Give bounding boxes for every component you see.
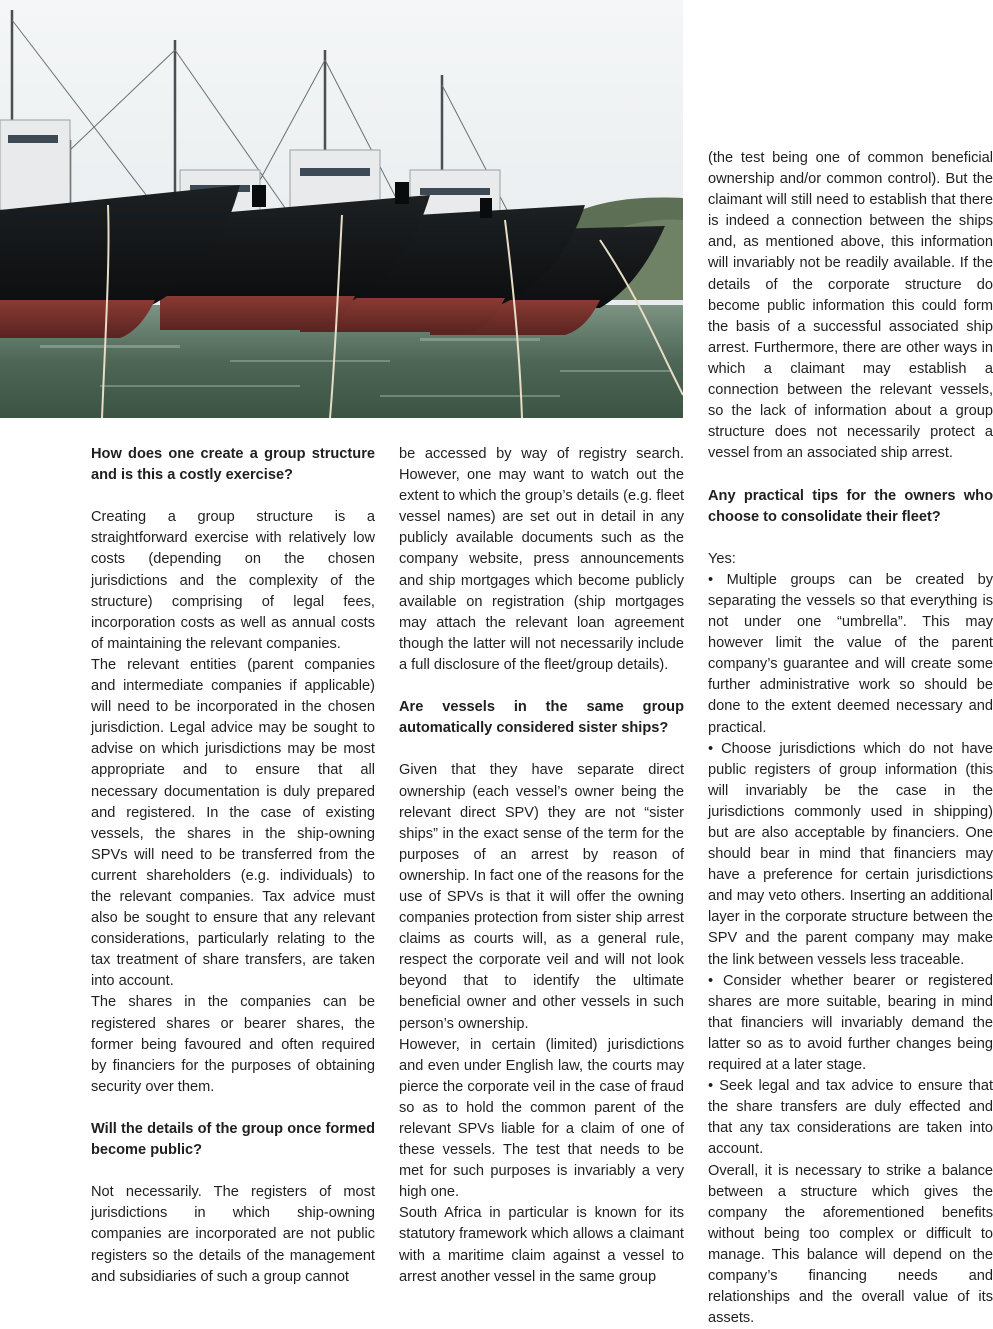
paragraph: Given that they have separate direct ownership (each vessel’s owner being the relevant direct SPV) they are not “sister ships” in the exact sense of the term for the purposes of an arrest by reason of ownership. In fact one of the reasons for the use of SPVs is that it will offer the owning companies protection from sister ship arrest claims as courts will, as a general rule, respect the corporate veil and will not look beyond that to identify the ultimate beneficial owner and other vessels in such person’s ownership. <box>399 760 684 1034</box>
section-heading: Are vessels in the same group automatically considered sister ships? <box>399 697 684 739</box>
article-column-1 <box>91 444 375 1288</box>
fishing-vessels-photo <box>0 0 683 418</box>
paragraph: be accessed by way of registry search. However, one may want to watch out the extent to which the group’s details (e.g. fleet vessel names) are set out in detail in any publicly available documents such as the company website, press announcements and ship mortgages which become publicly available on registration (ship mortgages may attach the relevant loan agreement though the latter will not necessarily include a full disclosure of the fleet/group details). <box>399 444 684 676</box>
article-column-2 <box>399 444 684 1288</box>
section-heading: Will the details of the group once formed become public? <box>91 1119 375 1161</box>
paragraph: Yes: <box>708 549 993 570</box>
paragraph: South Africa in particular is known for its statutory framework which allows a claimant with a maritime claim against a vessel to arrest another vessel in the same group <box>399 1203 684 1287</box>
section-heading: How does one create a group structure and is this a costly exercise? <box>91 444 375 486</box>
paragraph: The relevant entities (parent companies and intermediate companies if applicable) will need to be incorporated in the chosen jurisdiction. Legal advice may be sought to advise on which jurisdictions may be most appropriate and to ensure that all necessary documentation is duly prepared and registered. In the case of existing vessels, the shares in the ship-owning SPVs will need to be transferred from the current shareholders (e.g. individuals) to the relevant companies. Tax advice must also be sought to ensure that any relevant considerations, particularly relating to the tax treatment of share transfers, are taken into account. <box>91 655 375 993</box>
paragraph: Overall, it is necessary to strike a balance between a structure which gives the company the aforementioned benefits without being too complex or difficult to manage. This balance will depend on the company’s financing needs and relationships and the overall value of its assets. <box>708 1161 993 1329</box>
paragraph: The shares in the companies can be registered shares or bearer shares, the former being favoured and often required by financiers for the purposes of obtaining security over them. <box>91 992 375 1097</box>
bullet-item: • Seek legal and tax advice to ensure that the share transfers are duly effected and that any tax considerations are taken into account. <box>708 1076 993 1160</box>
section-heading: Any practical tips for the owners who choose to consolidate their fleet? <box>708 486 993 528</box>
bullet-item: • Multiple groups can be created by separating the vessels so that everything is not under one “umbrella”. This may however limit the value of the parent company’s guarantee and will create some further administrative work so should be done to the extent deemed necessary and practical. <box>708 570 993 739</box>
article-column-3 <box>708 148 993 1329</box>
bullet-item: • Consider whether bearer or registered shares are more suitable, bearing in mind that financiers will invariably demand the latter so as to avoid further changes being required at a later stage. <box>708 971 993 1076</box>
paragraph: Creating a group structure is a straightforward exercise with relatively low costs (depending on the chosen jurisdictions and the complexity of the structure) comprising of legal fees, incorporation costs as well as annual costs of maintaining the relevant companies. <box>91 507 375 655</box>
paragraph: However, in certain (limited) jurisdictions and even under English law, the courts may pierce the corporate veil in the case of fraud so as to hold the common parent of the relevant SPVs liable for a claim of one of these vessels. The test that needs to be met for such purposes is invariably a very high one. <box>399 1035 684 1204</box>
bullet-item: • Choose jurisdictions which do not have public registers of group information (this will invariably be the case in the jurisdictions commonly used in shipping) but are also acceptable by financiers. One should bear in mind that financiers may have a preference for certain jurisdictions and may veto others. Inserting an additional layer in the corporate structure between the SPV and the parent company may make the link between vessels less traceable. <box>708 739 993 971</box>
paragraph: Not necessarily. The registers of most jurisdictions in which ship-owning companies are incorporated are not public registers so the details of the management and subsidiaries of such a group cannot <box>91 1182 375 1287</box>
paragraph: (the test being one of common beneficial ownership and/or common control). But the claimant will still need to establish that there is indeed a connection between the ships and, as mentioned above, this information will invariably not be readily available. If the details of the corporate structure do become public information this could form the basis of a successful associated ship arrest. Furthermore, there are other ways in which a claimant may establish a connection between the relevant vessels, so the lack of information about a group structure does not necessarily protect a vessel from an associated ship arrest. <box>708 148 993 464</box>
